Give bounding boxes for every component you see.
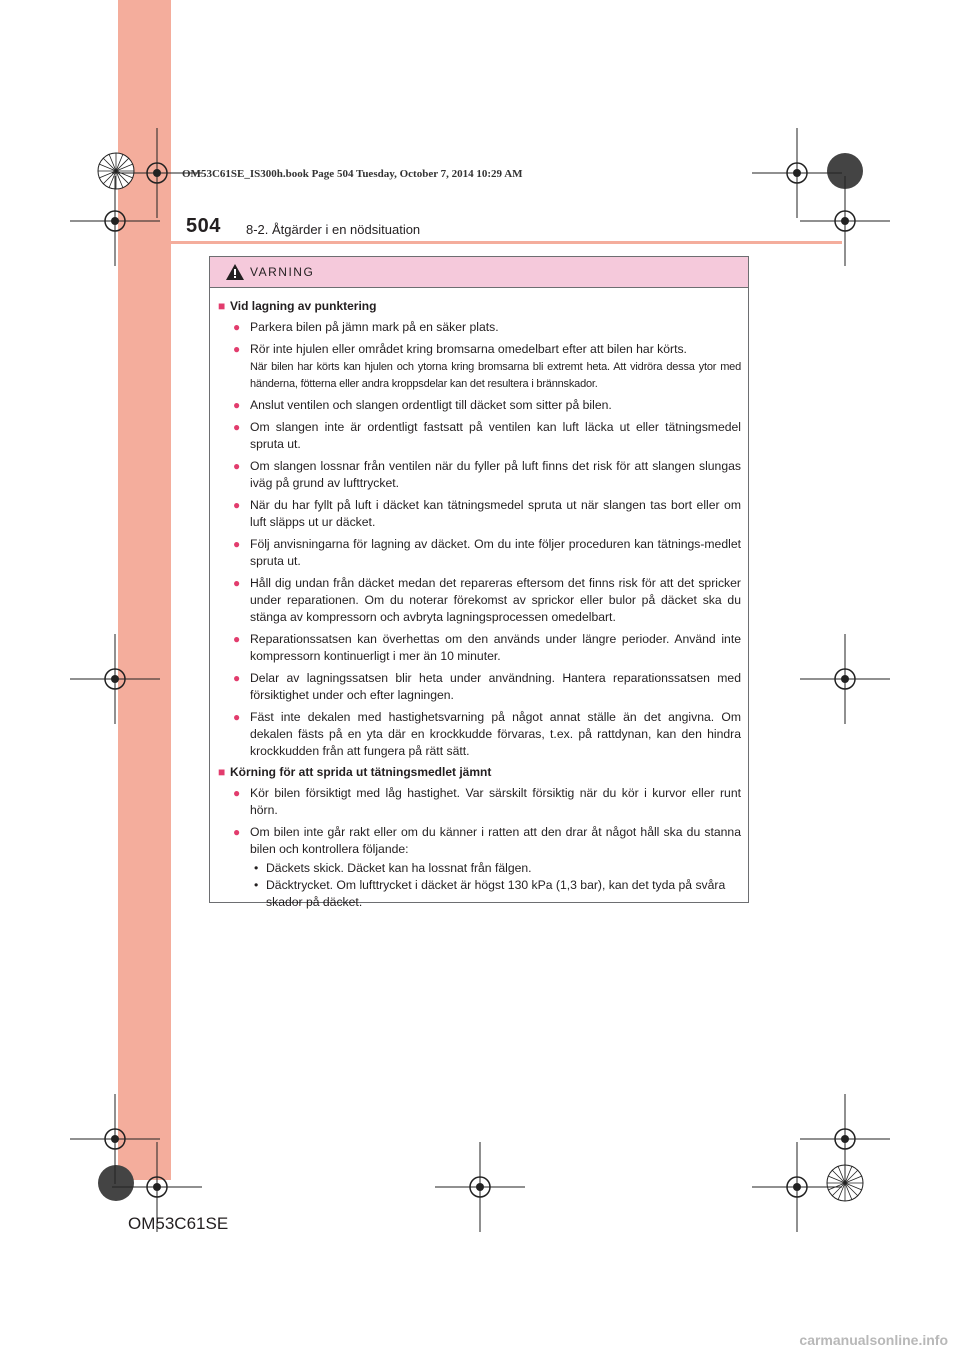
crosshair-mark-icon xyxy=(800,634,890,724)
square-bullet-icon: ■ xyxy=(218,765,226,779)
header-rule xyxy=(118,241,842,244)
list-item-text: Delar av lagningssatsen blir heta under användning. Hantera reparationssatsen med försiktighet under och efter lagningen. xyxy=(250,671,741,702)
list-item xyxy=(233,670,741,704)
bullet-icon: ● xyxy=(233,786,241,800)
list-item-text: Anslut ventilen och slangen ordentligt till däcket som sitter på bilen. xyxy=(250,398,612,412)
list-item-text: Om slangen lossnar från ventilen när du fyller på luft finns det risk för att slangen slungas iväg på grund av lufttrycket. xyxy=(250,459,741,490)
bullet-icon: ● xyxy=(233,342,241,356)
document-code: OM53C61SE xyxy=(128,1214,229,1233)
bullet-icon: ● xyxy=(233,498,241,512)
list-item-text: Håll dig undan från däcket medan det repareras eftersom det finns risk för att det spricker under reparationen. Om du noterar förekomst av sprickor eller bulor på däcket ska du stänga av kompressorn och avbryta lagningsprocessen omedelbart. xyxy=(250,576,741,624)
bullet-icon: ● xyxy=(233,710,241,724)
bullet-icon: ● xyxy=(233,320,241,334)
list-item-text: Parkera bilen på jämn mark på en säker plats. xyxy=(250,320,499,334)
page-number: 504 xyxy=(186,215,221,237)
warning-box xyxy=(209,256,749,909)
print-info: OM53C61SE_IS300h.book Page 504 Tuesday, October 7, 2014 10:29 AM xyxy=(182,168,523,180)
bullet-icon: ● xyxy=(233,537,241,551)
section-title: 8-2. Åtgärder i en nödsituation xyxy=(246,222,421,237)
small-bullet-icon: • xyxy=(254,861,259,875)
sub-bullet-text: Däcktrycket. Om lufttrycket i däcket är högst 130 kPa (1,3 bar), kan det tyda på svåra skador på däcket. xyxy=(266,878,726,909)
list-item-text: Om slangen inte är ordentligt fastsatt på ventilen kan luft läcka ut eller tätningsmedel spruta ut. xyxy=(250,420,741,451)
section-heading-text: Körning för att sprida ut tätningsmedlet jämnt xyxy=(230,765,492,779)
section-heading-text: Vid lagning av punktering xyxy=(230,299,377,313)
list-item xyxy=(233,536,741,570)
warning-body xyxy=(210,288,748,911)
crosshair-mark-icon xyxy=(752,128,842,218)
warning-title: VARNING xyxy=(250,265,315,279)
list-item xyxy=(233,824,741,858)
list-item xyxy=(233,341,741,392)
bullet-icon: ● xyxy=(233,398,241,412)
bullet-icon: ● xyxy=(233,576,241,590)
sub-bullet-item xyxy=(251,877,741,911)
list-item xyxy=(233,419,741,453)
warning-triangle-icon xyxy=(226,264,244,280)
bullet-icon: ● xyxy=(233,632,241,646)
list-item xyxy=(233,319,741,336)
list-item xyxy=(233,575,741,626)
list-item-text: Om bilen inte går rakt eller om du känner i ratten att den drar åt något håll ska du stanna bilen och kontrollera följande: xyxy=(250,825,741,856)
list-item-text: Rör inte hjulen eller området kring bromsarna omedelbart efter att bilen har körts. xyxy=(250,342,687,356)
bullet-icon: ● xyxy=(233,825,241,839)
small-bullet-icon: • xyxy=(254,878,259,892)
list-item-text: Fäst inte dekalen med hastighetsvarning på något annat ställe än det angivna. Om dekalen fästs på en yta där en krockkudde förvaras, t.ex. på rattdynan, kan den hindra krockkudden från att fungera på rätt sätt. xyxy=(250,710,741,758)
list-item xyxy=(233,458,741,492)
crosshair-mark-icon xyxy=(752,1142,842,1232)
list-item-text: Kör bilen försiktigt med låg hastighet. Var särskilt försiktig när du kör i kurvor eller runt hörn. xyxy=(250,786,741,817)
square-bullet-icon: ■ xyxy=(218,299,226,313)
sub-bullet-text: Däckets skick. Däcket kan ha lossnat från fälgen. xyxy=(266,861,532,875)
sub-bullet-list xyxy=(251,860,741,911)
section-heading xyxy=(218,765,741,779)
section-heading xyxy=(218,299,741,313)
sub-bullet-item xyxy=(251,860,741,877)
list-item xyxy=(233,397,741,414)
crosshair-mark-icon xyxy=(70,634,160,724)
list-item xyxy=(233,709,741,760)
bullet-icon: ● xyxy=(233,671,241,685)
list-item xyxy=(233,631,741,665)
bullet-icon: ● xyxy=(233,459,241,473)
list-item-note: När bilen har körts kan hjulen och ytorna kring bromsarna bli extremt heta. Att vidröra dessa ytor med händerna, fötterna eller andra kroppsdelar kan det resultera i brännskador. xyxy=(250,361,741,390)
list-item-text: När du har fyllt på luft i däcket kan tätningsmedel spruta ut när slangen tas bort eller om luft släpps ut ur däcket. xyxy=(250,498,741,529)
list-item-text: Följ anvisningarna för lagning av däcket. Om du inte följer proceduren kan tätnings-medlet spruta ut. xyxy=(250,537,741,568)
list-item xyxy=(233,785,741,819)
bullet-icon: ● xyxy=(233,420,241,434)
warning-header xyxy=(210,257,748,288)
list-item xyxy=(233,497,741,531)
crosshair-mark-icon xyxy=(435,1142,525,1232)
list-item-text: Reparationssatsen kan överhettas om den används under längre perioder. Använd inte kompressorn kontinuerligt i mer än 10 minuter. xyxy=(250,632,741,663)
footer-watermark: carmanualsonline.info xyxy=(799,1332,948,1348)
